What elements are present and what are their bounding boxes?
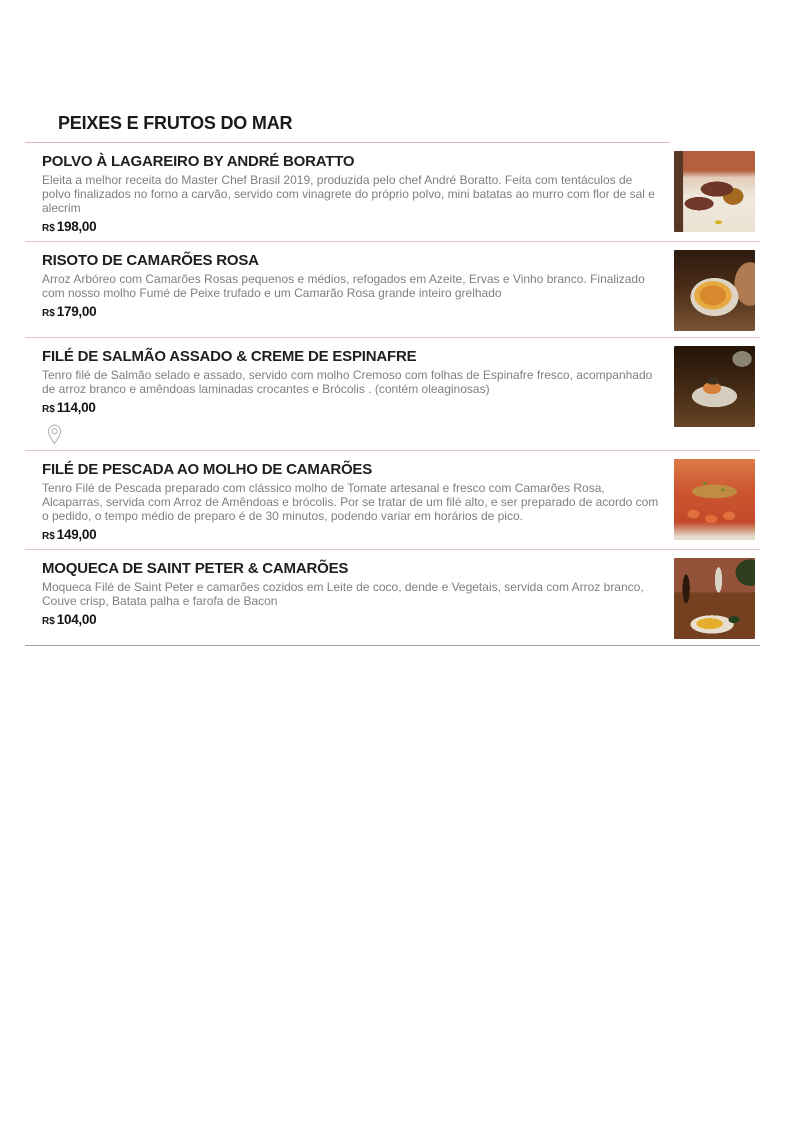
dish-info (42, 346, 662, 445)
dish-description: Eleita a melhor receita do Master Chef Brasil 2019, produzida pelo chef André Boratto. Feita com tentáculos de polvo finalizados no forno a carvão, servido com vinagrete do próprio polvo, mini batatas ao murro com flor de sal e alecrim (42, 173, 655, 215)
fish-fillet-shrimp-sauce-photo (674, 459, 755, 540)
dish-price (42, 304, 662, 321)
dish-info (42, 250, 662, 321)
price-amount: 198,00 (56, 219, 97, 234)
dish-price (42, 400, 662, 417)
dish-name: RISOTO DE CAMARÕES ROSA (42, 252, 259, 269)
dish-description: Tenro Filé de Pescada preparado com clássico molho de Tomate artesanal e fresco com Camarões Rosa, Alcaparras, servida com Arroz de Amêndoas e brócolis. Por se tratar de um filé alto, e ser preparado de acordo com o pedido, o tempo médio de preparo é de 30 minutos, podendo variar em horários de pico. (42, 481, 659, 523)
menu-item-polvo-lagareiro[interactable] (0, 143, 793, 242)
dish-price (42, 527, 662, 544)
menu-item-risoto-camaroes[interactable] (0, 242, 793, 338)
menu-item-salmao-espinafre[interactable] (0, 338, 793, 451)
octopus-plate-photo (674, 151, 755, 232)
price-currency: R$ (42, 616, 55, 627)
price-amount: 149,00 (56, 527, 97, 542)
roasted-salmon-plate-photo (674, 346, 755, 427)
moqueca-plate-photo (674, 558, 755, 639)
dish-name: FILÉ DE SALMÃO ASSADO & CREME DE ESPINAFRE (42, 348, 417, 365)
dish-price (42, 219, 662, 236)
section-title: PEIXES E FRUTOS DO MAR (58, 113, 293, 133)
price-currency: R$ (42, 531, 55, 542)
dish-description: Moqueca Filé de Saint Peter e camarões cozidos em Leite de coco, dende e Vegetais, servida com Arroz branco, Couve crisp, Batata palha e farofa de Bacon (42, 580, 644, 608)
price-amount: 179,00 (56, 304, 97, 319)
menu-list (0, 143, 793, 646)
location-pin-icon (47, 424, 662, 445)
dish-description: Arroz Arbóreo com Camarões Rosas pequenos e médios, refogados em Azeite, Ervas e Vinho branco. Finalizado com nosso molho Fumé de Peixe trufado e um Camarão Rosa grande inteiro grelhado (42, 272, 645, 300)
dish-info (42, 151, 662, 236)
dish-name: MOQUECA DE SAINT PETER & CAMARÕES (42, 560, 349, 577)
price-currency: R$ (42, 223, 55, 234)
dish-name: POLVO À LAGAREIRO BY ANDRÉ BORATTO (42, 153, 355, 170)
dish-info (42, 558, 662, 629)
menu-item-moqueca-saint-peter[interactable] (0, 550, 793, 646)
dish-name: FILÉ DE PESCADA AO MOLHO DE CAMARÕES (42, 461, 373, 478)
price-amount: 114,00 (56, 400, 96, 415)
menu-item-pescada-camaroes[interactable] (0, 451, 793, 550)
dish-price (42, 612, 662, 629)
price-currency: R$ (42, 308, 55, 319)
dish-description: Tenro filé de Salmão selado e assado, servido com molho Cremoso com folhas de Espinafre fresco, acompanhado de arroz branco e amêndoas laminadas crocantes e Brócolis . (contém oleaginosas) (42, 368, 653, 396)
price-currency: R$ (42, 404, 55, 415)
shrimp-risotto-bowl-photo (674, 250, 755, 331)
price-amount: 104,00 (56, 612, 97, 627)
dish-info (42, 459, 662, 544)
